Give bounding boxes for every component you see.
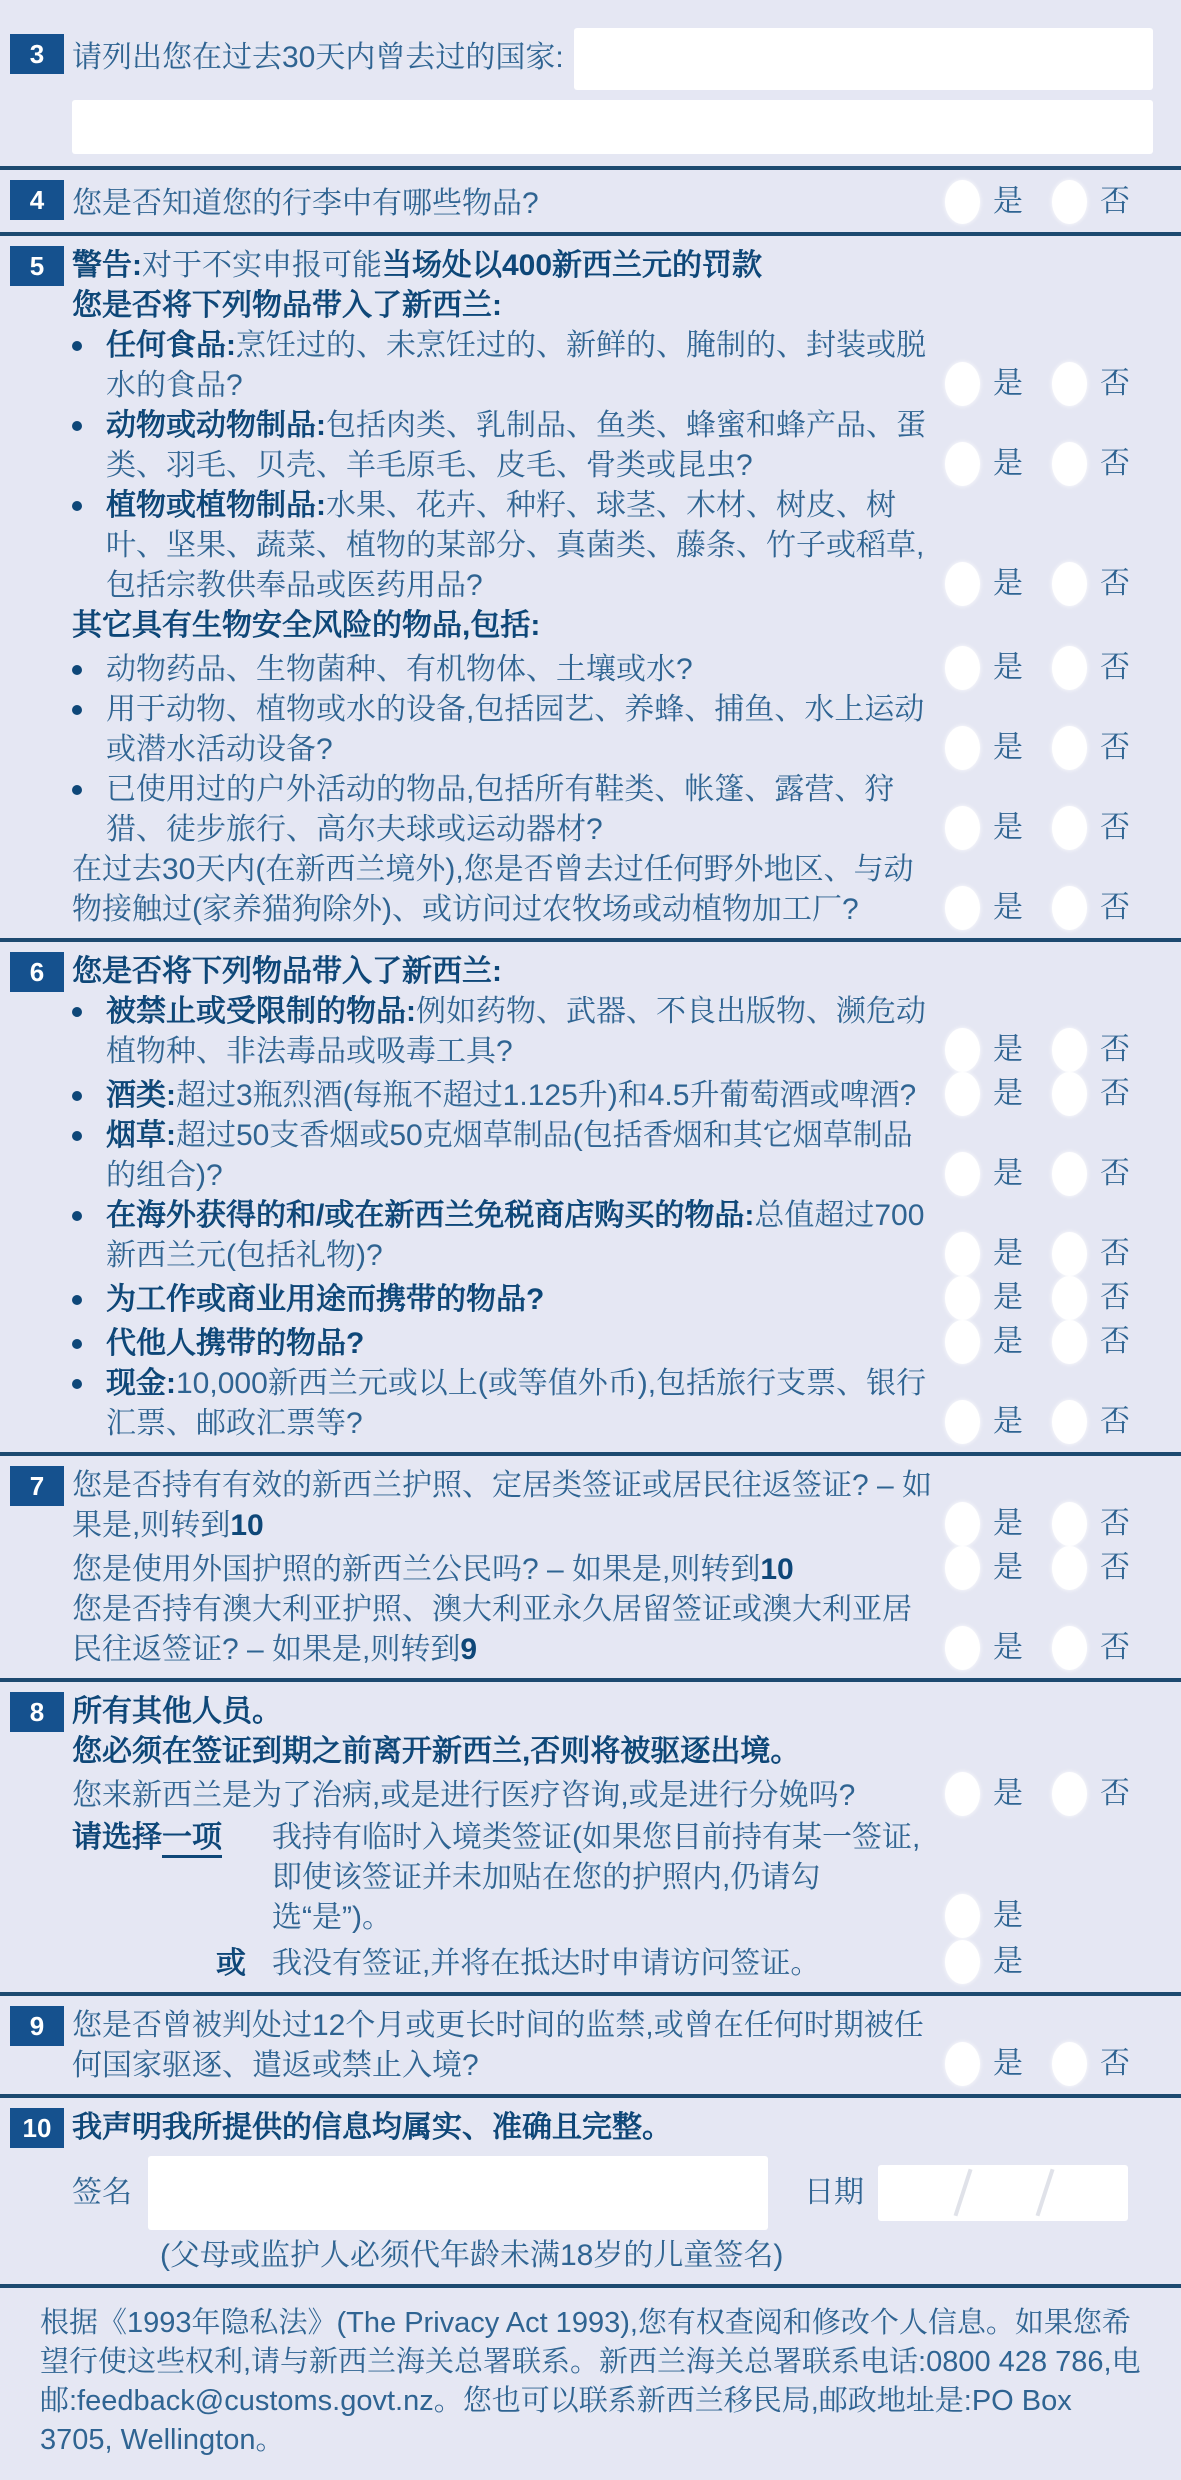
bullet-icon (72, 1324, 106, 1364)
yes-radio[interactable] (945, 1894, 980, 1938)
biosecurity-item-2-desc: 用于动物、植物或水的设备,包括园艺、养蜂、捕鱼、水上运动或潜水活动设备? (106, 693, 925, 766)
no-label: 否 (1100, 1033, 1130, 1066)
australia-passport-row (72, 1590, 1153, 1670)
goto-10-ref: 10 (760, 1553, 794, 1586)
signature-row (72, 2156, 1153, 2230)
business-goods-label: 为工作或商业用途而携带的物品? (106, 1283, 545, 1316)
alcohol-desc: 超过3瓶烈酒(每瓶不超过1.125升)和4.5升葡萄酒或啤酒? (176, 1079, 917, 1112)
countries-input-1[interactable] (574, 28, 1153, 90)
alcohol-label: 酒类: (106, 1079, 176, 1112)
prohibited-goods-desc: 例如药物、武器、不良出版物、濒危动植物种、非法毒品或吸毒工具? (106, 995, 926, 1068)
all-others-header: 所有其他人员。 (72, 1695, 282, 1728)
yes-radio[interactable] (945, 1502, 980, 1546)
warning-line (72, 246, 1153, 286)
countries-question-row (72, 34, 1153, 90)
yes-radio[interactable] (945, 1276, 980, 1320)
yes-label: 是 (993, 185, 1023, 218)
australia-passport-question-text: 您是否持有澳大利亚护照、澳大利亚永久居留签证或澳大利亚居民往返签证? – 如果是,则转到 (72, 1593, 912, 1666)
warning-middle: 对于不实申报可能 (142, 249, 382, 282)
section-4 (0, 170, 1181, 232)
guardian-signature-note: (父母或监护人必须代年龄未满18岁的儿童签名) (160, 2239, 784, 2272)
section-3-number: 3 (10, 34, 64, 74)
section-5-number-col (0, 246, 72, 930)
no-radio[interactable] (1052, 562, 1087, 606)
bullet-icon (72, 1280, 106, 1320)
biosecurity-item-3-desc: 已使用过的户外活动的物品,包括所有鞋类、帐篷、露营、狩猎、徒步旅行、高尔夫球或运动器材? (106, 773, 895, 846)
tobacco-label: 烟草: (106, 1119, 176, 1152)
bullet-icon (72, 1116, 106, 1196)
yes-label: 是 (993, 1033, 1023, 1066)
no-radio[interactable] (1052, 1772, 1087, 1816)
yes-radio[interactable] (945, 646, 980, 690)
yes-radio[interactable] (945, 180, 980, 224)
yes-no-group (945, 1400, 1153, 1444)
section-4-number-col (0, 180, 72, 224)
yes-label: 是 (993, 1507, 1023, 1540)
yes-label: 是 (993, 1281, 1023, 1314)
warning-prefix: 警告: (72, 249, 142, 282)
bullet-icon (72, 690, 106, 770)
outdoor-30days-row (72, 850, 1153, 930)
nz-passport-question-text: 您是否持有有效的新西兰护照、定居类签证或居民往返签证? – 如果是,则转到 (72, 1469, 933, 1542)
animal-item-text (72, 406, 945, 486)
section-8-content (72, 1692, 1181, 1984)
nz-passport-question (72, 1466, 945, 1546)
baggage-question-row (72, 180, 1153, 224)
prohibited-goods-label: 被禁止或受限制的物品: (106, 995, 416, 1028)
yes-radio[interactable] (945, 1232, 980, 1276)
bullet-icon (72, 770, 106, 850)
no-radio[interactable] (1052, 886, 1087, 930)
no-label: 否 (1100, 1157, 1130, 1190)
yes-no-group (945, 562, 1153, 606)
visa-option-1-text: 我持有临时入境类签证(如果您目前持有某一签证,即使该签证并未加贴在您的护照内,仍请勾选“是”)。 (272, 1821, 921, 1934)
no-radio[interactable] (1052, 1028, 1087, 1072)
no-radio[interactable] (1052, 646, 1087, 690)
section-6-number-col (0, 952, 72, 1444)
business-goods-text (72, 1280, 945, 1320)
yes-no-group (945, 1772, 1153, 1816)
yes-no-group (945, 1028, 1153, 1072)
plant-item-text (72, 486, 945, 606)
prohibited-goods-text (72, 992, 945, 1072)
section-6-number: 6 (10, 952, 64, 992)
cash-label: 现金: (106, 1367, 176, 1400)
no-label: 否 (1100, 447, 1130, 480)
yes-no-group (945, 180, 1153, 224)
yes-label: 是 (993, 1551, 1023, 1584)
bullet-icon (72, 1196, 106, 1276)
yes-label: 是 (993, 1077, 1023, 1110)
no-label: 否 (1100, 651, 1130, 684)
bullet-icon (72, 326, 106, 406)
yes-radio[interactable] (945, 1152, 980, 1196)
visa-option-2-row (72, 1940, 1153, 1984)
yes-radio[interactable] (945, 1772, 980, 1816)
foreign-passport-question (72, 1550, 945, 1590)
section-9-number-col (0, 2006, 72, 2086)
imprisonment-row (72, 2006, 1153, 2086)
yes-no-group (945, 646, 1153, 690)
no-label: 否 (1100, 1631, 1130, 1664)
select-label-text: 请选择 (72, 1821, 162, 1854)
no-label: 否 (1100, 1325, 1130, 1358)
yes-radio[interactable] (945, 2042, 980, 2086)
section-7-number-col (0, 1466, 72, 1670)
no-label: 否 (1100, 367, 1130, 400)
date-input[interactable] (878, 2165, 1128, 2221)
no-label: 否 (1100, 2047, 1130, 2080)
yes-label: 是 (993, 1631, 1023, 1664)
section-8 (0, 1682, 1181, 1992)
select-one-label (72, 1818, 272, 1858)
section-10-number: 10 (10, 2108, 64, 2148)
countries-input-2[interactable] (72, 100, 1153, 154)
section-4-number: 4 (10, 180, 64, 220)
biosecurity-item-1-text (72, 650, 945, 690)
bullet-icon (72, 486, 106, 606)
section-8-number-col (0, 1692, 72, 1984)
warning-penalty: 当场处以400新西兰元的罚款 (382, 249, 763, 282)
animal-item-label: 动物或动物制品: (106, 409, 326, 442)
yes-no-group (945, 806, 1153, 850)
yes-label: 是 (993, 1777, 1023, 1810)
yes-radio[interactable] (945, 806, 980, 850)
no-label: 否 (1100, 1405, 1130, 1438)
yes-no-group (945, 2042, 1153, 2086)
no-radio[interactable] (1052, 1626, 1087, 1670)
no-radio[interactable] (1052, 1546, 1087, 1590)
biosecurity-item-3-text (72, 770, 945, 850)
yes-no-group (945, 442, 1153, 486)
yes-label: 是 (993, 1899, 1023, 1932)
bullet-icon (72, 1364, 106, 1444)
yes-no-group (945, 1232, 1153, 1276)
signature-label: 签名 (72, 2176, 132, 2209)
date-separator-slash (1035, 2169, 1054, 2217)
cash-row (72, 1364, 1153, 1444)
yes-no-group (945, 726, 1153, 770)
yes-label: 是 (993, 1325, 1023, 1358)
alcohol-row (72, 1072, 1153, 1116)
yes-radio[interactable] (945, 1400, 980, 1444)
no-radio[interactable] (1052, 1152, 1087, 1196)
no-label: 否 (1100, 185, 1130, 218)
no-label: 否 (1100, 891, 1130, 924)
biosecurity-item-1-row (72, 646, 1153, 690)
yes-no-group (945, 362, 1153, 406)
food-item-label: 任何食品: (106, 329, 236, 362)
australia-passport-question (72, 1590, 945, 1670)
plant-item-row (72, 486, 1153, 606)
yes-label: 是 (993, 1237, 1023, 1270)
section-5-number: 5 (10, 246, 64, 286)
tobacco-text (72, 1116, 945, 1196)
dutyfree-goods-label: 在海外获得的和/或在新西兰免税商店购买的物品: (106, 1199, 755, 1232)
no-radio[interactable] (1052, 362, 1087, 406)
visa-option-2-text: 我没有签证,并将在抵达时申请访问签证。 (272, 1947, 821, 1980)
section-6 (0, 942, 1181, 1452)
biosecurity-item-2-text (72, 690, 945, 770)
outdoor-30days-question: 在过去30天内(在新西兰境外),您是否曾去过任何野外地区、与动物接触过(家养猫狗除外)、或访问过农牧场或动植物加工厂? (72, 853, 914, 926)
yes-label: 是 (993, 2047, 1023, 2080)
section-7-content (72, 1466, 1181, 1670)
yes-radio[interactable] (945, 1028, 980, 1072)
imprisonment-question: 您是否曾被判处过12个月或更长时间的监禁,或曾在任何时期被任何国家驱逐、遣返或禁止入境? (72, 2009, 924, 2082)
foreign-passport-question-text: 您是使用外国护照的新西兰公民吗? – 如果是,则转到 (72, 1553, 761, 1586)
medical-visit-row (72, 1772, 1153, 1816)
no-radio[interactable] (1052, 442, 1087, 486)
yes-no-group (945, 1276, 1153, 1320)
no-radio[interactable] (1052, 1400, 1087, 1444)
no-label: 否 (1100, 1237, 1130, 1270)
food-item-row (72, 326, 1153, 406)
section-10 (0, 2098, 1181, 2284)
prohibited-goods-row (72, 992, 1153, 1072)
section-3-number-col (0, 34, 72, 158)
no-radio[interactable] (1052, 1502, 1087, 1546)
yes-only-group (945, 1940, 1153, 1984)
food-item-text (72, 326, 945, 406)
cash-text (72, 1364, 945, 1444)
alcohol-text (72, 1076, 945, 1116)
section-3-content (72, 34, 1181, 158)
no-label: 否 (1100, 1551, 1130, 1584)
section-10-number-col (0, 2108, 72, 2276)
visa-option-1-row (72, 1818, 1153, 1938)
no-label: 否 (1100, 811, 1130, 844)
yes-no-group (945, 1152, 1153, 1196)
date-label: 日期 (804, 2176, 864, 2209)
countries-question: 请列出您在过去30天内曾去过的国家: (72, 41, 564, 74)
dutyfree-goods-row (72, 1196, 1153, 1276)
yes-radio[interactable] (945, 442, 980, 486)
goods-for-others-text (72, 1324, 945, 1364)
bullet-icon (72, 406, 106, 486)
section-10-content (72, 2108, 1181, 2276)
privacy-notice: 根据《1993年隐私法》(The Privacy Act 1993),您有权查阅和修改个人信息。如果您希望行使这些权利,请与新西兰海关总署联系。新西兰海关总署联系电话:0800 428 786,电邮:feedback@customs.govt.nz。您也可以联系新西兰移民局,邮政地址是:PO Box 3705, Wellington。 (40, 2307, 1141, 2456)
declaration-statement: 我声明我所提供的信息均属实、准确且完整。 (72, 2111, 672, 2144)
select-label-underlined: 一项 (162, 1821, 222, 1858)
section-8-number: 8 (10, 1692, 64, 1732)
yes-no-group (945, 1546, 1153, 1590)
animal-item-row (72, 406, 1153, 486)
no-label: 否 (1100, 567, 1130, 600)
yes-label: 是 (993, 447, 1023, 480)
section-9-content (72, 2006, 1181, 2086)
no-radio[interactable] (1052, 1072, 1087, 1116)
yes-radio[interactable] (945, 562, 980, 606)
yes-label: 是 (993, 1157, 1023, 1190)
section-6-header: 您是否将下列物品带入了新西兰: (72, 955, 502, 988)
tobacco-row (72, 1116, 1153, 1196)
section-5 (0, 236, 1181, 938)
yes-label: 是 (993, 811, 1023, 844)
goods-for-others-row (72, 1320, 1153, 1364)
no-radio[interactable] (1052, 726, 1087, 770)
bullet-icon (72, 650, 106, 690)
section-9 (0, 1996, 1181, 2094)
yes-label: 是 (993, 1945, 1023, 1978)
no-radio[interactable] (1052, 2042, 1087, 2086)
goto-10-ref: 10 (230, 1509, 264, 1542)
section-7-number: 7 (10, 1466, 64, 1506)
no-label: 否 (1100, 1281, 1130, 1314)
bullet-icon (72, 1076, 106, 1116)
biosecurity-header: 其它具有生物安全风险的物品,包括: (72, 609, 541, 642)
yes-label: 是 (993, 651, 1023, 684)
no-radio[interactable] (1052, 1320, 1087, 1364)
no-radio[interactable] (1052, 1232, 1087, 1276)
yes-no-group (945, 1072, 1153, 1116)
no-label: 否 (1100, 1777, 1130, 1810)
tobacco-desc: 超过50支香烟或50克烟草制品(包括香烟和其它烟草制品的组合)? (106, 1119, 913, 1192)
yes-radio[interactable] (945, 886, 980, 930)
cash-desc: 10,000新西兰元或以上(或等值外币),包括旅行支票、银行汇票、邮政汇票等? (106, 1367, 927, 1440)
yes-label: 是 (993, 567, 1023, 600)
date-separator-slash (953, 2169, 972, 2217)
bullet-icon (72, 992, 106, 1072)
no-label: 否 (1100, 731, 1130, 764)
yes-radio[interactable] (945, 1072, 980, 1116)
section-5-content (72, 246, 1181, 930)
nz-passport-row (72, 1466, 1153, 1546)
signature-input[interactable] (148, 2156, 768, 2230)
yes-no-group (945, 1502, 1153, 1546)
yes-no-group (945, 1320, 1153, 1364)
foreign-passport-row (72, 1546, 1153, 1590)
baggage-question: 您是否知道您的行李中有哪些物品? (72, 187, 539, 220)
section-5-header: 您是否将下列物品带入了新西兰: (72, 289, 502, 322)
goods-for-others-label: 代他人携带的物品? (106, 1327, 365, 1360)
yes-label: 是 (993, 1405, 1023, 1438)
dutyfree-goods-desc: 总值超过700新西兰元(包括礼物)? (106, 1199, 925, 1272)
section-4-content (72, 180, 1181, 224)
biosecurity-item-3-row (72, 770, 1153, 850)
no-radio[interactable] (1052, 1276, 1087, 1320)
no-radio[interactable] (1052, 806, 1087, 850)
yes-no-group (945, 886, 1153, 930)
dutyfree-goods-text (72, 1196, 945, 1276)
yes-radio[interactable] (945, 1940, 980, 1984)
yes-label: 是 (993, 731, 1023, 764)
section-3 (0, 24, 1181, 166)
medical-visit-question: 您来新西兰是为了治病,或是进行医疗咨询,或是进行分娩吗? (72, 1779, 856, 1812)
biosecurity-item-1-desc: 动物药品、生物菌种、有机物体、土壤或水? (106, 653, 693, 686)
yes-label: 是 (993, 367, 1023, 400)
section-9-number: 9 (10, 2006, 64, 2046)
yes-radio[interactable] (945, 1320, 980, 1364)
plant-item-label: 植物或植物制品: (106, 489, 326, 522)
no-label: 否 (1100, 1077, 1130, 1110)
yes-no-group (945, 1626, 1153, 1670)
yes-only-group (945, 1894, 1153, 1938)
yes-radio[interactable] (945, 362, 980, 406)
visa-expiry-warning: 您必须在签证到期之前离开新西兰,否则将被驱逐出境。 (72, 1735, 801, 1768)
yes-radio[interactable] (945, 1626, 980, 1670)
biosecurity-item-2-row (72, 690, 1153, 770)
food-item-desc: 烹饪过的、未烹饪过的、新鲜的、腌制的、封装或脱水的食品? (106, 329, 926, 402)
yes-radio[interactable] (945, 726, 980, 770)
yes-label: 是 (993, 891, 1023, 924)
yes-radio[interactable] (945, 1546, 980, 1590)
goto-9-ref: 9 (460, 1633, 478, 1666)
section-7 (0, 1456, 1181, 1678)
business-goods-row (72, 1276, 1153, 1320)
animal-item-desc: 包括肉类、乳制品、鱼类、蜂蜜和蜂产品、蛋类、羽毛、贝壳、羊毛原毛、皮毛、骨类或昆虫? (106, 409, 926, 482)
section-6-content (72, 952, 1181, 1444)
or-label: 或 (216, 1947, 246, 1980)
no-radio[interactable] (1052, 180, 1087, 224)
no-label: 否 (1100, 1507, 1130, 1540)
plant-item-desc: 水果、花卉、种籽、球茎、木材、树皮、树叶、坚果、蔬菜、植物的某部分、真菌类、藤条、竹子或稻草,包括宗教供奉品或医药用品? (106, 489, 925, 602)
